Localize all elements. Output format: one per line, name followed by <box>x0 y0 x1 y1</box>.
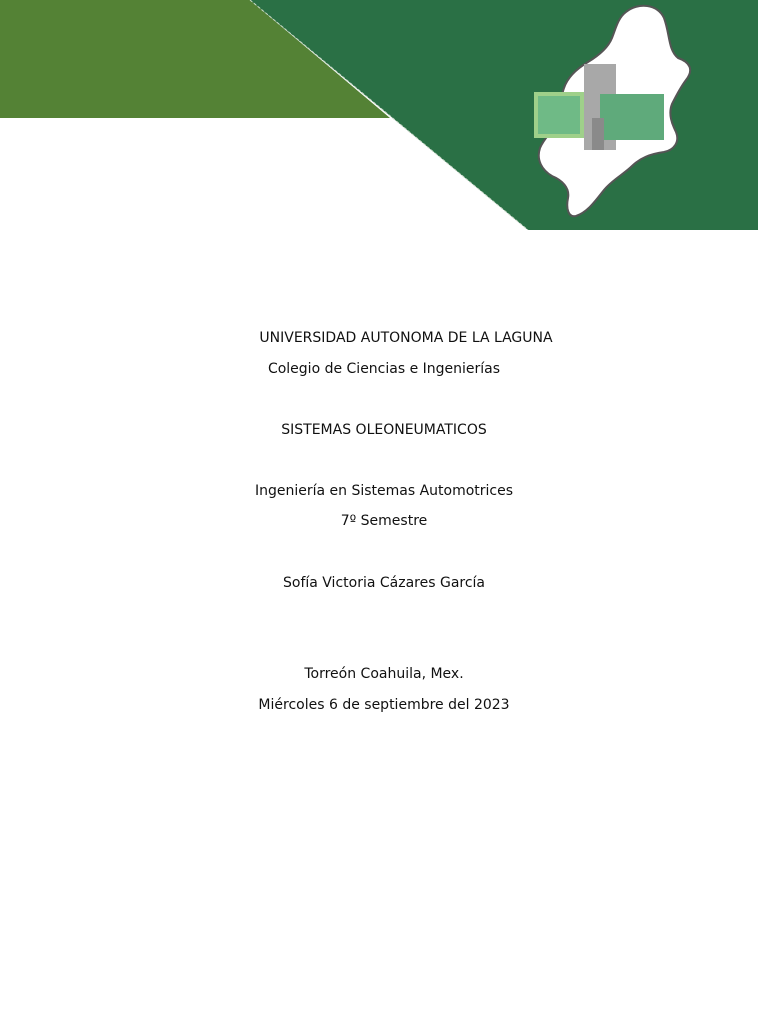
program-name: Ingeniería en Sistemas Automotrices <box>254 483 514 499</box>
date-label: Miércoles 6 de septiembre del 2023 <box>258 697 510 713</box>
college-name: Colegio de Ciencias e Ingenierías <box>267 361 501 377</box>
course-title: SISTEMAS OLEONEUMATICOS <box>281 422 487 438</box>
student-name: Sofía Victoria Cázares García <box>282 575 486 591</box>
semester-label: 7º Semestre <box>340 513 428 529</box>
place-label: Torreón Coahuila, Mex. <box>304 666 464 682</box>
university-name: UNIVERSIDAD AUTONOMA DE LA LAGUNA <box>259 330 553 346</box>
